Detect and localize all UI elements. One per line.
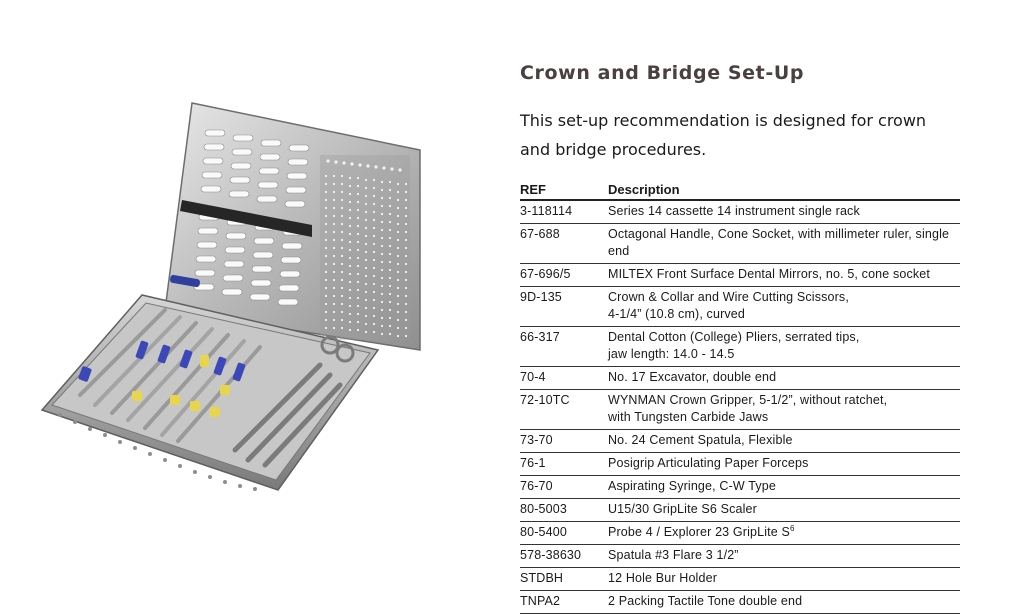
description-line [608,392,960,409]
description-line [608,524,960,541]
row-description [608,430,960,453]
row-ref: 66-317 [520,327,608,367]
table-row [520,591,960,614]
intro-text: This set-up recommendation is designed for crown and bridge procedures. [520,111,927,159]
ref-column-header: REF [520,180,608,200]
description-text: 2 Packing Tactile Tone double end [608,594,803,608]
description-line [608,547,960,564]
row-description [608,545,960,568]
table-row [520,545,960,568]
description-text: with Tungsten Carbide Jaws [608,410,769,424]
instrument-cassette-illustration [20,95,470,495]
description-line [608,306,960,323]
row-ref: 3-118114 [520,200,608,224]
description-line [608,329,960,346]
row-ref: 9D-135 [520,287,608,327]
description-text: 4-1/4” (10.8 cm), curved [608,307,745,321]
table-row [520,453,960,476]
row-ref: 67-696/5 [520,264,608,287]
description-line [608,432,960,449]
description-line [608,570,960,587]
description-text: U15/30 GripLite S6 Scaler [608,502,757,516]
instrument-table [520,180,960,614]
table-row [520,390,960,430]
superscript: 6 [789,523,795,533]
table-header-row [520,180,960,200]
row-ref: 578-38630 [520,545,608,568]
table-row [520,476,960,499]
description-text: jaw length: 14.0 - 14.5 [608,347,735,361]
row-description [608,224,960,264]
row-ref: STDBH [520,568,608,591]
table-row [520,327,960,367]
page-title: Crown and Bridge Set-Up [520,62,805,84]
description-text: Octagonal Handle, Cone Socket, with millimeter ruler, single end [608,227,950,258]
row-description [608,591,960,614]
row-ref: 76-1 [520,453,608,476]
description-line [608,203,960,220]
row-ref: 80-5003 [520,499,608,522]
content-panel [520,62,960,614]
description-column-header: Description [608,180,960,200]
row-description [608,264,960,287]
table-row [520,367,960,390]
row-description [608,568,960,591]
description-line [608,289,960,306]
table-row [520,522,960,545]
row-description [608,522,960,545]
table-row [520,224,960,264]
description-text: Dental Cotton (College) Pliers, serrated tips, [608,330,860,344]
description-text: Posigrip Articulating Paper Forceps [608,456,809,470]
table-body [520,200,960,614]
row-ref: 72-10TC [520,390,608,430]
description-line [608,478,960,495]
description-line [608,455,960,472]
description-text: Aspirating Syringe, C-W Type [608,479,776,493]
row-description [608,367,960,390]
table-row [520,430,960,453]
row-description [608,200,960,224]
row-ref: 80-5400 [520,522,608,545]
description-line [608,266,960,283]
description-line [608,593,960,610]
description-text: Spatula #3 Flare 3 1/2” [608,548,739,562]
description-text: No. 24 Cement Spatula, Flexible [608,433,793,447]
cassette-image [20,95,470,495]
row-description [608,499,960,522]
row-description [608,327,960,367]
description-text: Probe 4 / Explorer 23 GripLite S [608,525,790,539]
description-line [608,409,960,426]
description-line [608,501,960,518]
row-ref: TNPA2 [520,591,608,614]
table-row [520,499,960,522]
description-line [608,226,960,260]
row-description [608,287,960,327]
description-text: MILTEX Front Surface Dental Mirrors, no. 5, cone socket [608,267,931,281]
row-description [608,390,960,430]
description-text: No. 17 Excavator, double end [608,370,777,384]
description-text: Crown & Collar and Wire Cutting Scissors, [608,290,849,304]
description-line [608,346,960,363]
table-row [520,568,960,591]
row-ref: 76-70 [520,476,608,499]
description-text: Series 14 cassette 14 instrument single rack [608,204,860,218]
table-row [520,200,960,224]
table-row [520,287,960,327]
row-ref: 70-4 [520,367,608,390]
row-ref: 67-688 [520,224,608,264]
description-text: WYNMAN Crown Gripper, 5-1/2”, without ratchet, [608,393,888,407]
description-line [608,369,960,386]
description-text: 12 Hole Bur Holder [608,571,718,585]
row-description [608,476,960,499]
table-row [520,264,960,287]
row-description [608,453,960,476]
row-ref: 73-70 [520,430,608,453]
